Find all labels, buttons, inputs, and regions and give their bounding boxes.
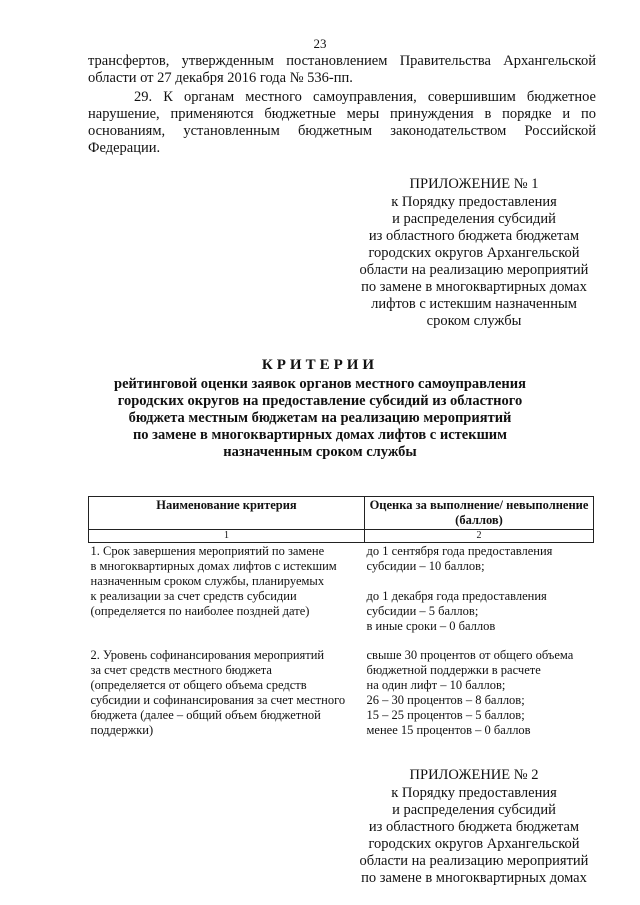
score-line: в иные сроки – 0 баллов xyxy=(366,619,496,633)
appendix-1-line: области на реализацию мероприятий xyxy=(359,262,589,278)
criterion-line: (определяется по наиболее поздней дате) xyxy=(90,604,310,618)
criterion-line: субсидии и софинансирования за счет местного xyxy=(90,693,346,707)
appendix-1-line: сроком службы xyxy=(426,313,522,329)
score-line: до 1 сентября года предоставления xyxy=(366,544,553,558)
appendix-2-line: по замене в многоквартирных домах xyxy=(361,870,587,886)
criteria-subtitle-line: городских округов на предоставление субсидий из областного xyxy=(117,393,523,409)
appendix-1-heading xyxy=(338,176,610,330)
criteria-title: КРИТЕРИИ xyxy=(261,357,379,373)
score-spacer xyxy=(367,574,592,589)
paragraph-transfers: трансфертов, утвержденным постановлением Правительства Архангельской области от 27 декабря 2016 года № 536-пп. xyxy=(88,53,596,86)
score-line: субсидии – 10 баллов; xyxy=(366,559,485,573)
criterion-line: назначенным сроком службы, планируемых xyxy=(90,574,325,588)
criterion-line: в многоквартирных домах лифтов с истекшим xyxy=(90,559,337,573)
appendix-1-line: и распределения субсидий xyxy=(392,211,556,227)
appendix-1-line: лифтов с истекшим назначенным xyxy=(371,296,577,312)
table-row xyxy=(89,543,594,635)
appendix-2-heading xyxy=(338,767,610,887)
score-line: на один лифт – 10 баллов; xyxy=(366,678,506,692)
criterion-line: (определяется от общего объема средств xyxy=(90,678,307,692)
appendix-2-line: области на реализацию мероприятий xyxy=(359,853,589,869)
appendix-2-line: городских округов Архангельской xyxy=(368,836,580,852)
criterion-cell xyxy=(89,634,365,738)
score-line: менее 15 процентов – 0 баллов xyxy=(366,723,531,737)
column-number: 2 xyxy=(365,530,594,543)
criteria-subtitle-line: по замене в многоквартирных домах лифтов с истекшим xyxy=(132,427,508,443)
criterion-cell xyxy=(89,543,365,635)
paragraph-29: 29. К органам местного самоуправления, совершившим бюджетное нарушение, применяются бюджетные меры принуждения в порядке и по основаниям, установленным бюджетным законодательством Российской Федерации. xyxy=(88,89,596,156)
column-number-row xyxy=(89,530,594,543)
appendix-2-title: ПРИЛОЖЕНИЕ № 2 xyxy=(409,767,539,783)
table-header-row xyxy=(89,497,594,530)
criterion-line: бюджета (далее – общий объем бюджетной xyxy=(90,708,321,722)
table-row xyxy=(89,634,594,738)
score-cell xyxy=(365,543,594,635)
appendix-1-line: из областного бюджета бюджетам xyxy=(368,228,580,244)
score-line: бюджетной поддержки в расчете xyxy=(366,663,541,677)
column-number: 1 xyxy=(89,530,365,543)
appendix-2-line: из областного бюджета бюджетам xyxy=(368,819,580,835)
criterion-line: за счет средств местного бюджета xyxy=(90,663,272,677)
criterion-line: 1. Срок завершения мероприятий по замене xyxy=(90,544,325,558)
score-line: свыше 30 процентов от общего объема xyxy=(366,648,574,662)
score-line: 26 – 30 процентов – 8 баллов; xyxy=(366,693,525,707)
criteria-subtitle-line: бюджета местным бюджетам на реализацию мероприятий xyxy=(128,410,512,426)
criteria-table xyxy=(88,496,594,738)
score-cell xyxy=(365,634,594,738)
criterion-line: 2. Уровень софинансирования мероприятий xyxy=(90,648,325,662)
score-line: субсидии – 5 баллов; xyxy=(366,604,479,618)
criteria-subtitle xyxy=(0,376,640,461)
score-line: 15 – 25 процентов – 5 баллов; xyxy=(366,708,525,722)
header-score: Оценка за выполнение/ невыполнение (баллов) xyxy=(365,497,594,530)
page-number: 23 xyxy=(313,36,327,51)
appendix-2-line: к Порядку предоставления xyxy=(391,785,557,801)
appendix-1-title: ПРИЛОЖЕНИЕ № 1 xyxy=(409,176,539,192)
appendix-2-line: и распределения субсидий xyxy=(392,802,556,818)
criteria-subtitle-line: назначенным сроком службы xyxy=(223,444,417,460)
appendix-1-line: к Порядку предоставления xyxy=(391,194,557,210)
appendix-1-line: по замене в многоквартирных домах xyxy=(361,279,587,295)
criterion-line: к реализации за счет средств субсидии xyxy=(90,589,297,603)
criterion-line: поддержки) xyxy=(90,723,154,737)
header-criterion-name: Наименование критерия xyxy=(89,497,365,530)
criteria-subtitle-line: рейтинговой оценки заявок органов местного самоуправления xyxy=(114,376,526,392)
score-line: до 1 декабря года предоставления xyxy=(366,589,547,603)
appendix-1-line: городских округов Архангельской xyxy=(368,245,580,261)
